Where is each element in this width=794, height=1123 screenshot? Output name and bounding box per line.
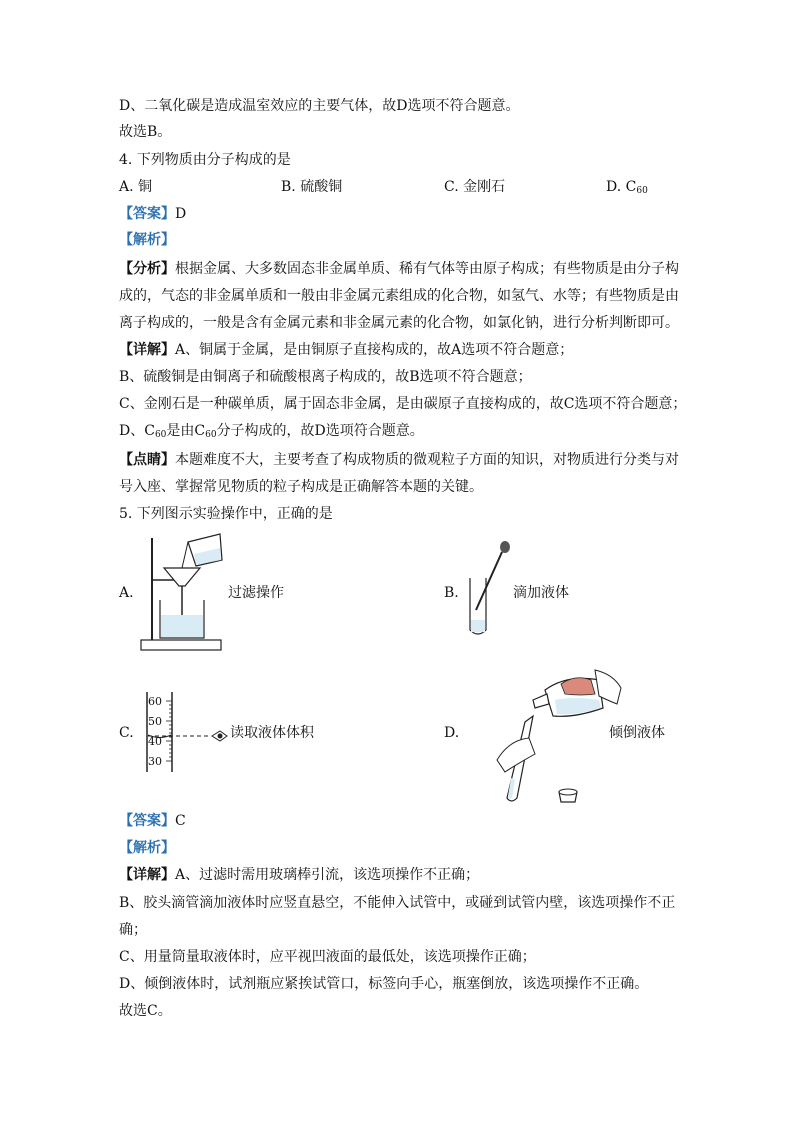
q5-option-b-letter: B. (444, 585, 459, 601)
q5-line-b-1: B、胶头滴管滴加液体时应竖直悬空，不能伸入试管中，或碰到试管内壁，该选项操作不正 (119, 895, 676, 911)
q4-option-b: B. 硫酸铜 (281, 179, 343, 195)
q5-line-d: D、倾倒液体时，试剂瓶应紧挨试管口，标签向手心，瓶塞倒放，该选项操作不正确。 (119, 976, 649, 992)
q4-analysis-heading: 【解析】 (119, 232, 175, 248)
question-4-stem: 4. 下列物质由分子构成的是 (119, 152, 291, 168)
q5-option-d-letter: D. (444, 725, 460, 741)
q5-line-c: C、用量筒量取液体时，应平视凹液面的最低处，该选项操作正确； (119, 949, 536, 965)
q5-option-d-label: 倾倒液体 (609, 725, 665, 741)
text-line: D、二氧化碳是造成温室效应的主要气体，故D选项不符合题意。 (119, 98, 520, 114)
q4-dianjing-line-1: 【点睛】本题难度不大，主要考查了构成物质的微观粒子方面的知识，对物质进行分类与对 (119, 452, 679, 468)
pouring-liquid-figure (495, 660, 625, 805)
q5-option-c-letter: C. (119, 725, 134, 741)
cylinder-tick-label: 50 (148, 715, 162, 728)
q4-xiangjie-line-a: 【详解】A、铜属于金属，是由铜原子直接构成的，故A选项不符合题意； (119, 342, 574, 358)
q4-line-b: B、硫酸铜是由铜离子和硫酸根离子构成的，故B选项不符合题意； (119, 369, 532, 385)
q5-option-c-label: 读取液体体积 (230, 725, 314, 741)
q4-line-c: C、金刚石是一种碳单质，属于固态非金属，是由碳原子直接构成的，故C选项不符合题意； (119, 396, 687, 412)
question-5-stem: 5. 下列图示实验操作中，正确的是 (119, 506, 333, 522)
q5-option-a-letter: A. (119, 585, 134, 601)
q4-fenxi-line-3: 离子构成的，一般是含有金属元素和非金属元素的化合物，如氯化钠，进行分析判断即可。 (119, 315, 679, 331)
filtration-apparatus-figure (138, 530, 228, 655)
q4-option-a: A. 铜 (119, 179, 153, 195)
q4-line-d: D、$C_{60}$是由$C_{60}$分子构成的，故D选项符合题意。 (119, 423, 424, 440)
q5-final: 故选C。 (119, 1003, 172, 1019)
cylinder-tick-label: 30 (148, 755, 162, 768)
q4-option-d: D. $C_{60}$ (606, 179, 648, 196)
cylinder-tick-label: 40 (148, 735, 162, 748)
text-line: 故选B。 (119, 124, 172, 140)
q5-line-b-2: 确； (119, 922, 147, 938)
q4-dianjing-line-2: 号入座、掌握常见物质的粒子构成是正确解答本题的关键。 (119, 479, 483, 495)
q4-option-c: C. 金刚石 (444, 179, 506, 195)
q5-analysis-heading: 【解析】 (119, 840, 175, 856)
cylinder-tick-label: 60 (148, 695, 162, 708)
q5-option-b-label: 滴加液体 (513, 585, 569, 601)
q4-fenxi-line-1: 【分析】根据金属、大多数固态非金属单质、稀有气体等由原子构成；有些物质是由分子构 (119, 261, 679, 277)
q4-fenxi-line-2: 成的，气态的非金属单质和一般由非金属元素组成的化合物，如氢气、水等；有些物质是由 (119, 288, 679, 304)
q5-answer: 【答案】C (119, 813, 186, 829)
q4-answer: 【答案】D (119, 206, 187, 222)
q5-xiangjie-line-a: 【详解】A、过滤时需用玻璃棒引流，该选项操作不正确； (119, 867, 480, 883)
q5-option-a-label: 过滤操作 (228, 585, 284, 601)
